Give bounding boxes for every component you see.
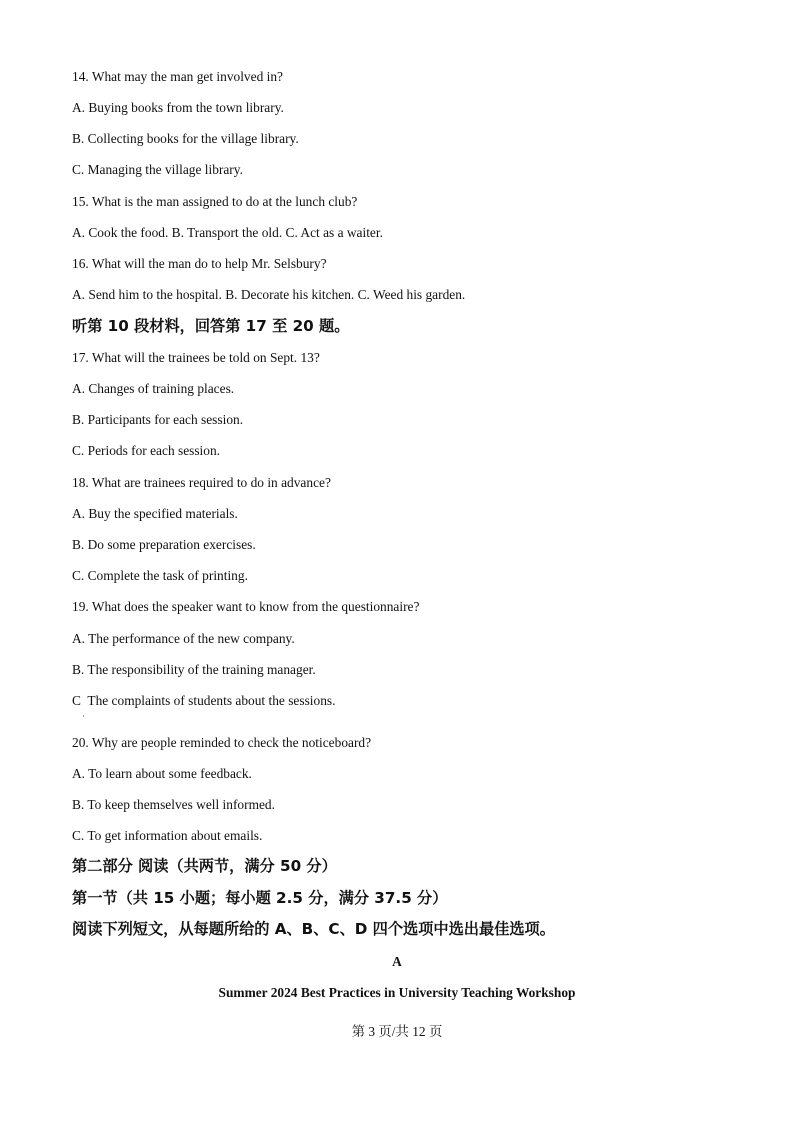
question-20: 20. Why are people reminded to check the noticeboard? (72, 735, 372, 750)
section-instruction-17-20: 听第 10 段材料，回答第 17 至 20 题。 (72, 317, 350, 335)
section-one-heading: 第一节（共 15 小题；每小题 2.5 分，满分 37.5 分） (72, 889, 448, 907)
page-footer: 第 3 页/共 12 页 (351, 1024, 443, 1039)
q20-option-c: C. To get information about emails. (72, 828, 263, 843)
q18-option-b: B. Do some preparation exercises. (72, 537, 256, 552)
question-19: 19. What does the speaker want to know from the questionnaire? (72, 599, 420, 614)
q17-option-a: A. Changes of training places. (72, 381, 235, 396)
q17-option-c: C. Periods for each session. (72, 443, 221, 458)
q19-option-c: C The complaints of students about the sessions. (72, 693, 336, 708)
passage-title: Summer 2024 Best Practices in University Teaching Workshop (218, 985, 576, 1000)
question-14: 14. What may the man get involved in? (72, 69, 283, 84)
passage-letter: A (392, 954, 402, 969)
question-17: 17. What will the trainees be told on Sept. 13? (72, 350, 320, 365)
q19-option-b: B. The responsibility of the training manager. (72, 662, 316, 677)
q20-option-b: B. To keep themselves well informed. (72, 797, 275, 812)
reading-instruction: 阅读下列短文，从每题所给的 A、B、C、D 四个选项中选出最佳选项。 (72, 920, 555, 938)
q14-option-a: A. Buying books from the town library. (72, 100, 284, 115)
stray-dot-mark: · (82, 711, 85, 721)
part-two-heading: 第二部分 阅读（共两节，满分 50 分） (72, 857, 337, 875)
q15-options: A. Cook the food. B. Transport the old. C. Act as a waiter. (72, 225, 383, 240)
q18-option-c: C. Complete the task of printing. (72, 568, 248, 583)
q17-option-b: B. Participants for each session. (72, 412, 244, 427)
q18-option-a: A. Buy the specified materials. (72, 506, 238, 521)
q14-option-c: C. Managing the village library. (72, 162, 243, 177)
question-15: 15. What is the man assigned to do at the lunch club? (72, 194, 358, 209)
q14-option-b: B. Collecting books for the village library. (72, 131, 299, 146)
q20-option-a: A. To learn about some feedback. (72, 766, 252, 781)
q19-option-a: A. The performance of the new company. (72, 631, 295, 646)
question-18: 18. What are trainees required to do in advance? (72, 475, 331, 490)
question-16: 16. What will the man do to help Mr. Selsbury? (72, 256, 327, 271)
q16-options: A. Send him to the hospital. B. Decorate his kitchen. C. Weed his garden. (72, 287, 466, 302)
